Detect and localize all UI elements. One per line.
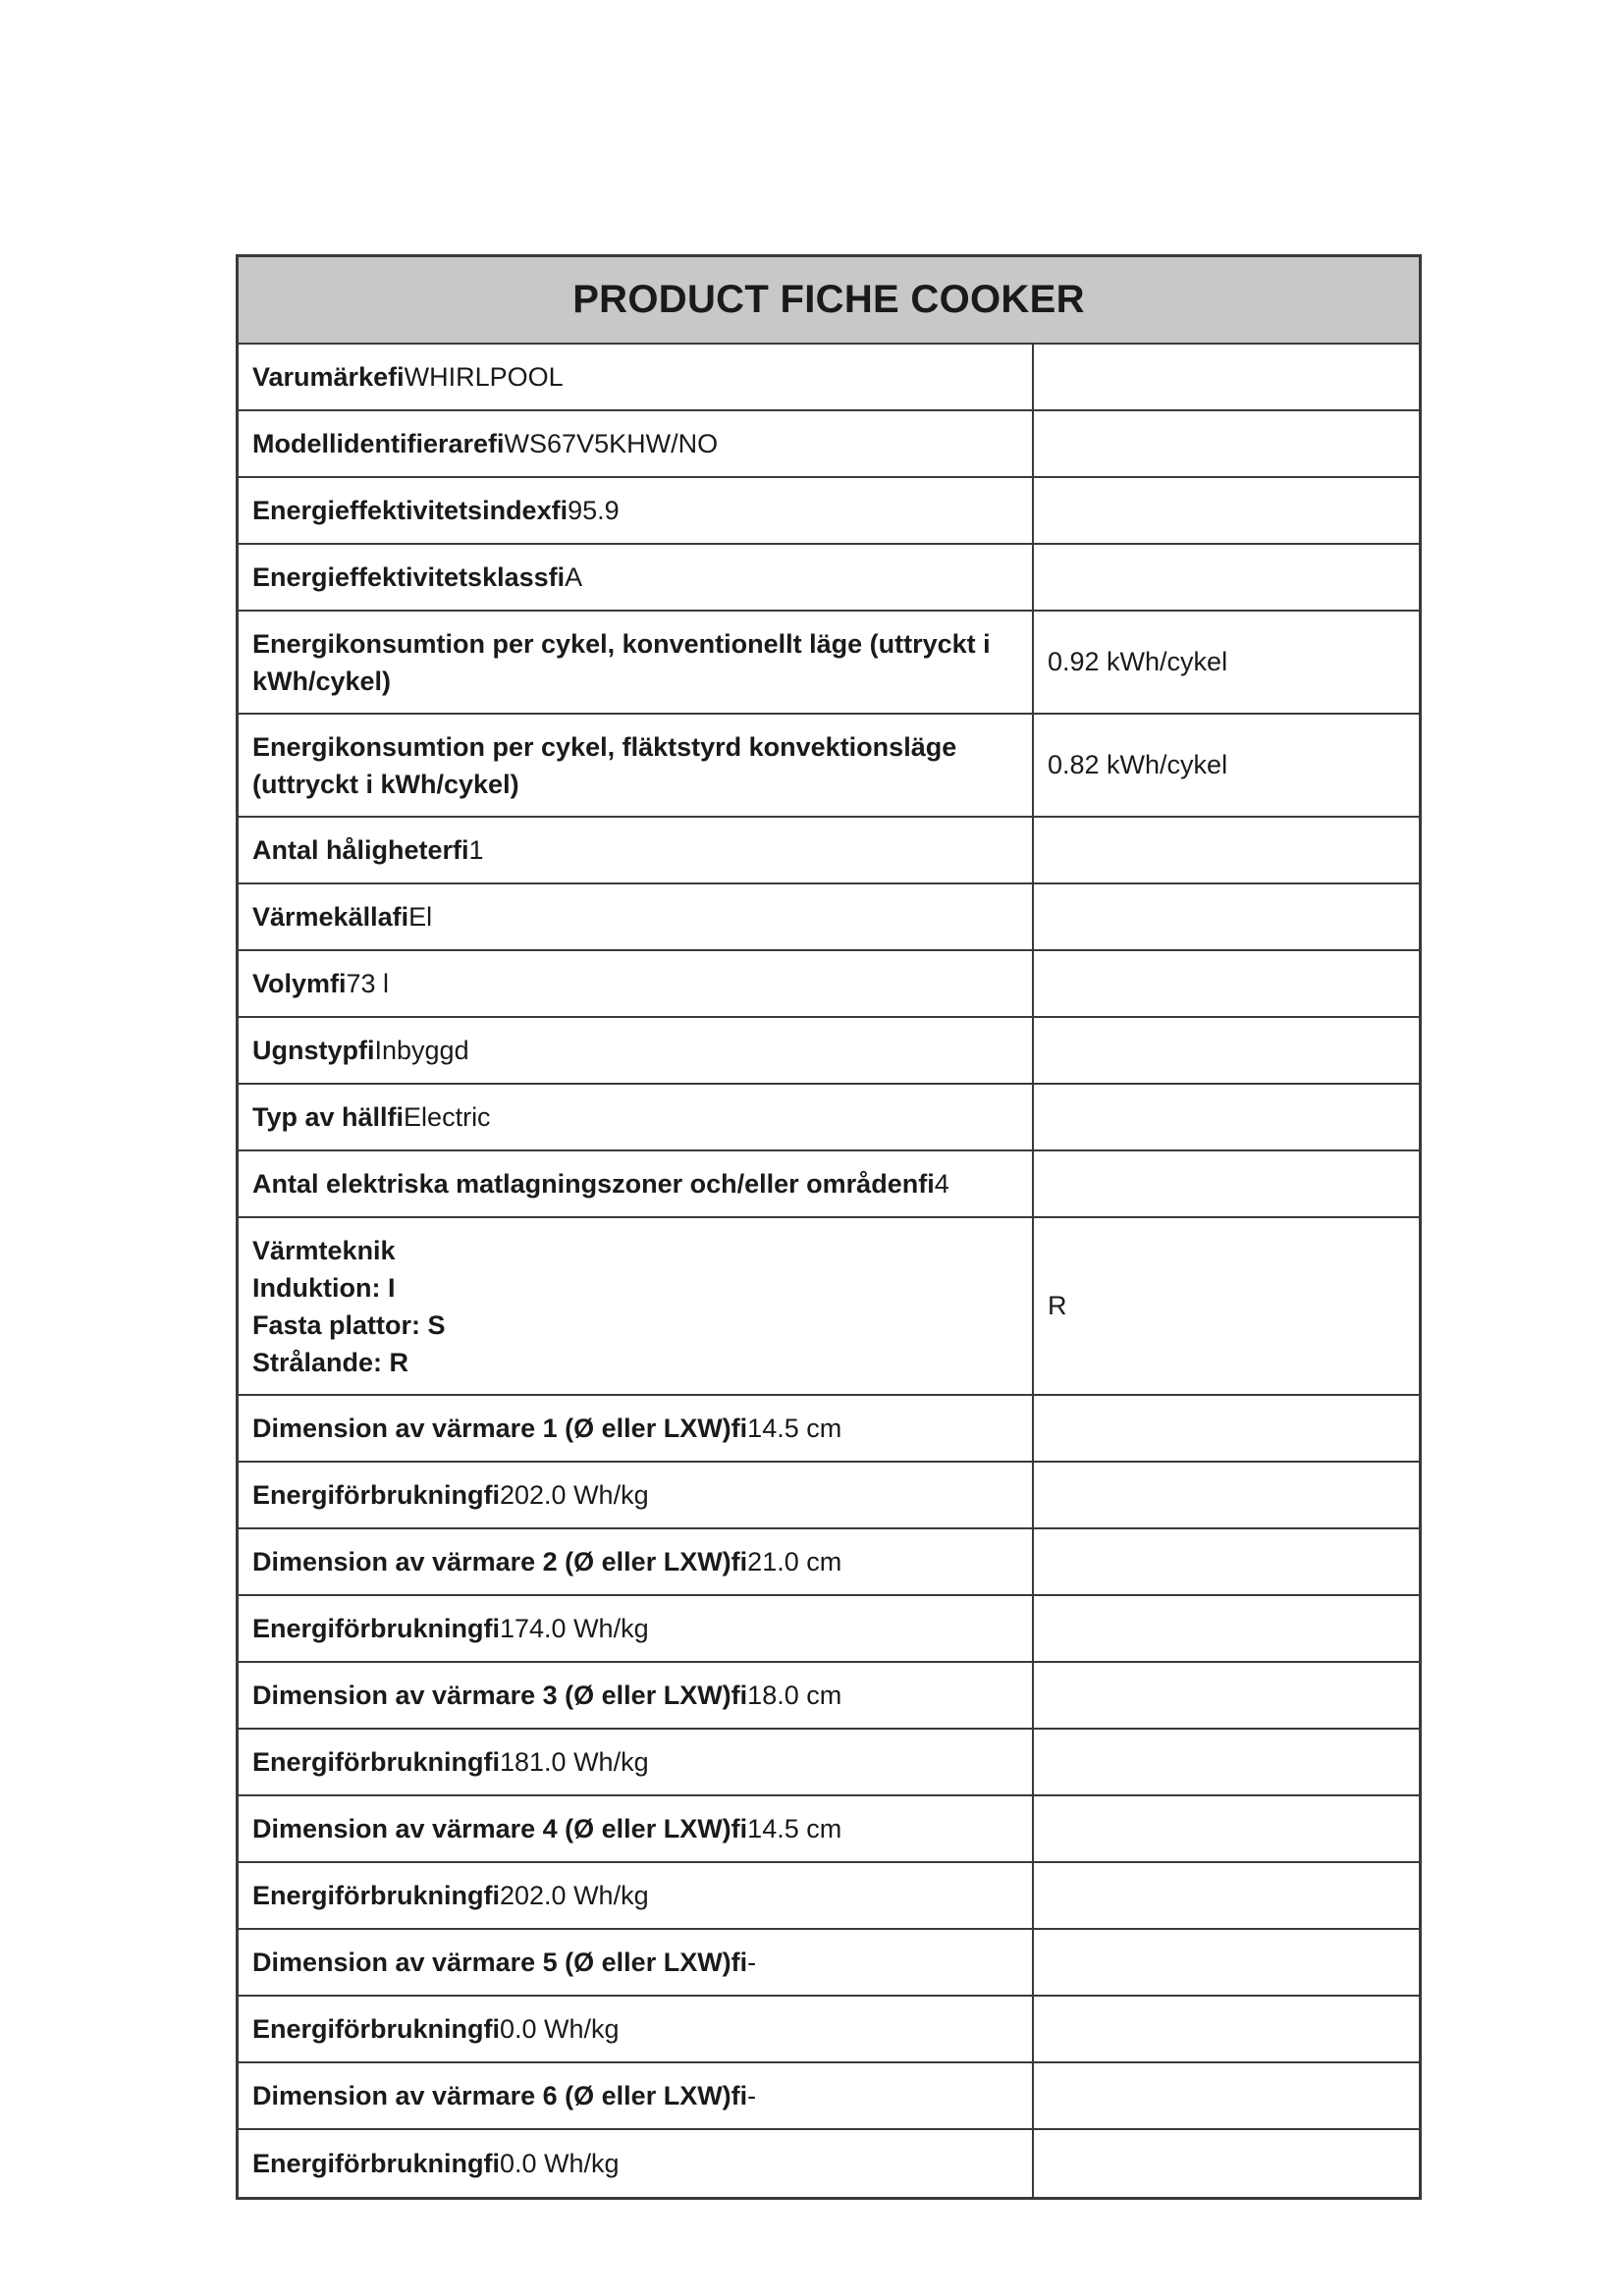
row-label-cell: [239, 951, 1034, 1016]
table-row: [239, 1151, 1419, 1218]
row-value: 95.9: [568, 496, 620, 525]
table-row: [239, 1218, 1419, 1396]
row-label-cell: [239, 1218, 1034, 1394]
row-right-cell: [1034, 1085, 1419, 1149]
row-right-cell: [1034, 411, 1419, 476]
row-label-cell: [239, 1151, 1034, 1216]
table-row: [239, 884, 1419, 951]
table-row: [239, 1529, 1419, 1596]
table-row: [239, 411, 1419, 478]
row-label-cell: [239, 1930, 1034, 1995]
row-right-cell: [1034, 2130, 1419, 2197]
row-value: -: [747, 1948, 757, 1977]
row-label: Energiförbrukningfi: [252, 1881, 500, 1910]
table-row: [239, 612, 1419, 715]
row-label-cell: [239, 1997, 1034, 2061]
row-value: 181.0 Wh/kg: [500, 1747, 649, 1777]
row-label: Antal elektriska matlagningszoner och/eller områdenfi: [252, 1169, 935, 1199]
row-label-cell: [239, 345, 1034, 409]
row-label-cell: [239, 2130, 1034, 2197]
table-row: [239, 1596, 1419, 1663]
table-row: [239, 715, 1419, 818]
row-label: Antal håligheterfi: [252, 835, 469, 865]
row-label: Energiförbrukningfi: [252, 2014, 500, 2044]
row-label-cell: [239, 2063, 1034, 2128]
row-right-value: R: [1048, 1291, 1067, 1320]
table-row: [239, 1018, 1419, 1085]
row-right-cell: [1034, 1018, 1419, 1083]
row-value: 174.0 Wh/kg: [500, 1614, 649, 1643]
row-label-cell: [239, 1596, 1034, 1661]
row-label: Energieffektivitetsklassfi: [252, 562, 566, 592]
row-right-value: 0.82 kWh/cykel: [1048, 750, 1228, 779]
row-label: Energiförbrukningfi: [252, 1747, 500, 1777]
product-fiche-table: [236, 254, 1422, 2200]
row-value: 0.0 Wh/kg: [500, 2149, 620, 2178]
table-row: [239, 1863, 1419, 1930]
row-value: WHIRLPOOL: [404, 362, 564, 392]
row-right-cell: [1034, 478, 1419, 543]
row-label: Dimension av värmare 5 (Ø eller LXW)fi: [252, 1948, 748, 1977]
row-label-cell: [239, 478, 1034, 543]
row-value: A: [565, 562, 583, 592]
row-value: 14.5 cm: [747, 1414, 842, 1443]
row-right-cell: [1034, 1730, 1419, 1794]
row-right-cell: [1034, 1218, 1419, 1394]
table-row: [239, 1085, 1419, 1151]
row-label-line: Värmteknik: [252, 1235, 396, 1265]
row-right-cell: [1034, 1930, 1419, 1995]
row-value: Electric: [404, 1102, 491, 1132]
row-label-cell: [239, 1730, 1034, 1794]
row-right-cell: [1034, 1863, 1419, 1928]
row-label: Dimension av värmare 2 (Ø eller LXW)fi: [252, 1547, 748, 1576]
row-value: 0.0 Wh/kg: [500, 2014, 620, 2044]
row-value: 73 l: [346, 969, 390, 998]
row-right-cell: [1034, 884, 1419, 949]
table-row: [239, 1730, 1419, 1796]
row-label-cell: [239, 1796, 1034, 1861]
row-value: 14.5 cm: [747, 1814, 842, 1843]
row-label-cell: [239, 1863, 1034, 1928]
row-label-cell: [239, 411, 1034, 476]
row-label: Modellidentifierarefi: [252, 429, 505, 458]
row-right-cell: [1034, 818, 1419, 882]
row-value: -: [747, 2081, 757, 2110]
row-right-cell: [1034, 951, 1419, 1016]
row-label: Typ av hällfi: [252, 1102, 405, 1132]
row-right-cell: [1034, 1796, 1419, 1861]
row-right-cell: [1034, 1151, 1419, 1216]
row-right-value: 0.92 kWh/cykel: [1048, 647, 1228, 676]
row-label-line: Induktion: I: [252, 1272, 396, 1303]
row-value: 202.0 Wh/kg: [500, 1881, 649, 1910]
row-label: Dimension av värmare 1 (Ø eller LXW)fi: [252, 1414, 748, 1443]
row-label: Varumärkefi: [252, 362, 405, 392]
row-label-cell: [239, 1663, 1034, 1728]
row-label: Dimension av värmare 4 (Ø eller LXW)fi: [252, 1814, 748, 1843]
row-right-cell: [1034, 1663, 1419, 1728]
table-row: [239, 345, 1419, 411]
table-row: [239, 1663, 1419, 1730]
table-row: [239, 478, 1419, 545]
row-label-line: Fasta plattor: S: [252, 1309, 446, 1340]
row-value: WS67V5KHW/NO: [504, 429, 719, 458]
table-row: [239, 2130, 1419, 2197]
row-right-cell: [1034, 1596, 1419, 1661]
row-label: Ugnstypfi: [252, 1036, 375, 1065]
row-right-cell: [1034, 1396, 1419, 1461]
row-label-cell: [239, 1463, 1034, 1527]
row-value: 21.0 cm: [747, 1547, 842, 1576]
row-label: Energiförbrukningfi: [252, 1480, 500, 1510]
row-label-cell: [239, 715, 1034, 816]
row-right-cell: [1034, 345, 1419, 409]
row-label-cell: [239, 1529, 1034, 1594]
row-label: Volymfi: [252, 969, 347, 998]
row-right-cell: [1034, 1529, 1419, 1594]
row-label-cell: [239, 612, 1034, 713]
row-label-cell: [239, 884, 1034, 949]
table-row: [239, 1796, 1419, 1863]
fiche-title: PRODUCT FICHE COOKER: [239, 257, 1419, 345]
table-row: [239, 818, 1419, 884]
row-label: Dimension av värmare 3 (Ø eller LXW)fi: [252, 1681, 748, 1710]
row-right-cell: [1034, 2063, 1419, 2128]
table-row: [239, 2063, 1419, 2130]
row-right-cell: [1034, 1997, 1419, 2061]
table-row: [239, 1997, 1419, 2063]
row-label-line: Strålande: R: [252, 1347, 409, 1377]
row-label-cell: [239, 818, 1034, 882]
row-value: El: [408, 902, 433, 932]
table-row: [239, 1463, 1419, 1529]
row-right-cell: [1034, 612, 1419, 713]
row-value: 1: [468, 835, 484, 865]
row-label: Energiförbrukningfi: [252, 1614, 500, 1643]
row-label-cell: [239, 1396, 1034, 1461]
table-row: [239, 951, 1419, 1018]
row-value: 18.0 cm: [747, 1681, 842, 1710]
table-row: [239, 1930, 1419, 1997]
row-label-cell: [239, 545, 1034, 610]
row-right-cell: [1034, 715, 1419, 816]
row-right-cell: [1034, 1463, 1419, 1527]
row-label-cell: [239, 1018, 1034, 1083]
row-label: Energiförbrukningfi: [252, 2149, 500, 2178]
row-label: Värmekällafi: [252, 902, 409, 932]
row-label: Energikonsumtion per cykel, fläktstyrd konvektionsläge (uttryckt i kWh/cykel): [252, 731, 957, 799]
row-value: 202.0 Wh/kg: [500, 1480, 649, 1510]
row-label: Energikonsumtion per cykel, konventionellt läge (uttryckt i kWh/cykel): [252, 628, 991, 696]
row-label: Dimension av värmare 6 (Ø eller LXW)fi: [252, 2081, 748, 2110]
row-label-cell: [239, 1085, 1034, 1149]
table-row: [239, 545, 1419, 612]
row-value: Inbyggd: [374, 1036, 469, 1065]
table-row: [239, 1396, 1419, 1463]
row-right-cell: [1034, 545, 1419, 610]
row-value: 4: [934, 1169, 949, 1199]
row-label: Energieffektivitetsindexfi: [252, 496, 568, 525]
